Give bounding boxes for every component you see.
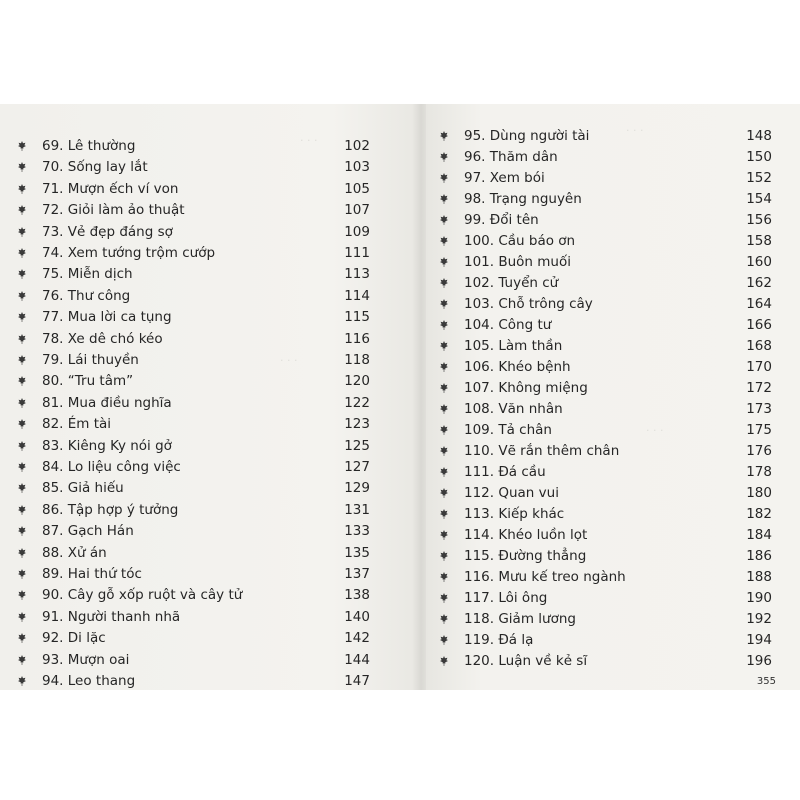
toc-entry: [18, 414, 370, 434]
toc-entry-page: 111: [344, 245, 370, 261]
maple-leaf-bullet-icon: [18, 676, 26, 686]
toc-entry-title: 80. “Tru tâm”: [42, 373, 134, 390]
maple-leaf-bullet-icon: [18, 291, 26, 301]
toc-entry: [18, 200, 370, 220]
toc-entry: [440, 651, 772, 671]
maple-leaf-bullet-icon: [18, 205, 26, 215]
toc-entry-title: 77. Mua lời ca tụng: [42, 309, 172, 326]
toc-entry-page: 138: [344, 587, 370, 604]
toc-entry-page: 129: [344, 480, 370, 497]
toc-entry-page: 120: [344, 373, 370, 390]
toc-entry-page: 123: [344, 416, 370, 433]
toc-entry-page: 152: [746, 170, 772, 186]
toc-entry-title: 110. Vẽ rắn thêm chân: [464, 443, 620, 459]
maple-leaf-bullet-icon: [440, 383, 448, 393]
toc-entry-page: 180: [746, 485, 772, 501]
toc-entry: [18, 393, 370, 413]
maple-leaf-bullet-icon: [440, 635, 448, 645]
toc-entry: [440, 483, 772, 503]
toc-entry-title: 71. Mượn ếch ví von: [42, 180, 179, 197]
toc-entry: [18, 628, 370, 648]
toc-entry-title: 92. Di lặc: [42, 630, 106, 647]
toc-entry-title: 96. Thăm dân: [464, 149, 558, 165]
toc-entry-title: 81. Mua điều nghĩa: [42, 394, 172, 411]
toc-entry-page: 173: [746, 401, 772, 417]
maple-leaf-bullet-icon: [440, 551, 448, 561]
maple-leaf-bullet-icon: [18, 633, 26, 643]
maple-leaf-bullet-icon: [18, 376, 26, 386]
toc-entry: [18, 157, 370, 177]
toc-entry-title: 104. Công tư: [464, 317, 552, 333]
toc-entry-title: 102. Tuyển cử: [464, 275, 559, 291]
maple-leaf-bullet-icon: [18, 569, 26, 579]
toc-entry-page: 109: [344, 223, 370, 240]
maple-leaf-bullet-icon: [440, 215, 448, 225]
toc-entry-title: 70. Sống lay lắt: [42, 159, 148, 176]
toc-entry-page: 182: [746, 506, 772, 522]
toc-entry: [18, 564, 370, 584]
toc-entry-page: 160: [746, 254, 772, 270]
maple-leaf-bullet-icon: [18, 441, 26, 451]
toc-entry: [440, 315, 772, 335]
maple-leaf-bullet-icon: [18, 334, 26, 344]
toc-entry-page: 114: [344, 287, 370, 304]
toc-entry-title: 89. Hai thứ tóc: [42, 566, 142, 582]
toc-entry-title: 88. Xử án: [42, 544, 107, 561]
toc-entry-title: 91. Người thanh nhã: [42, 608, 181, 625]
toc-entry-title: 103. Chỗ trông cây: [464, 296, 593, 312]
toc-entry-title: 73. Vẻ đẹp đáng sợ: [42, 223, 173, 240]
toc-entry-title: 97. Xem bói: [464, 170, 545, 186]
toc-entry: [18, 521, 370, 541]
toc-entry: [18, 350, 370, 370]
toc-entry-page: 188: [746, 569, 772, 585]
maple-leaf-bullet-icon: [18, 227, 26, 237]
toc-entry-page: 184: [746, 527, 772, 543]
toc-entry: [440, 609, 772, 629]
toc-entry-page: 175: [746, 422, 772, 438]
maple-leaf-bullet-icon: [18, 184, 26, 194]
toc-entry: [18, 243, 370, 263]
toc-entry-page: 166: [746, 317, 772, 333]
toc-entry: [18, 585, 370, 605]
toc-entry-page: 142: [344, 630, 370, 647]
toc-entry-page: 115: [344, 309, 370, 326]
toc-entry-page: 194: [746, 632, 772, 648]
maple-leaf-bullet-icon: [18, 419, 26, 429]
toc-entry-title: 115. Đường thẳng: [464, 548, 587, 564]
maple-leaf-bullet-icon: [18, 398, 26, 408]
toc-entry: [440, 588, 772, 608]
toc-entry-page: 172: [746, 380, 772, 396]
maple-leaf-bullet-icon: [440, 299, 448, 309]
toc-entry-page: 102: [344, 138, 370, 154]
toc-entry-title: 109. Tả chân: [464, 422, 552, 438]
toc-entry-title: 83. Kiêng Ky nói gở: [42, 437, 172, 454]
toc-entry-page: 135: [344, 544, 370, 561]
maple-leaf-bullet-icon: [440, 278, 448, 288]
toc-entry-title: 94. Leo thang: [42, 673, 136, 689]
toc-entry: [440, 336, 772, 356]
maple-leaf-bullet-icon: [440, 320, 448, 330]
maple-leaf-bullet-icon: [18, 462, 26, 472]
maple-leaf-bullet-icon: [440, 572, 448, 582]
toc-entry: [18, 264, 370, 284]
maple-leaf-bullet-icon: [18, 269, 26, 279]
maple-leaf-bullet-icon: [18, 355, 26, 365]
toc-entry: [440, 252, 772, 272]
toc-entry: [18, 543, 370, 563]
toc-entry: [18, 436, 370, 456]
toc-entry: [18, 607, 370, 627]
toc-entry-page: 192: [746, 611, 772, 627]
toc-entry-page: 156: [746, 212, 772, 228]
maple-leaf-bullet-icon: [440, 446, 448, 456]
toc-entry-title: 106. Khéo bệnh: [464, 359, 571, 375]
toc-entry: [440, 210, 772, 230]
maple-leaf-bullet-icon: [18, 655, 26, 665]
toc-entry: [18, 371, 370, 391]
toc-entry-title: 119. Đá lạ: [464, 632, 534, 648]
toc-entry-title: 107. Không miệng: [464, 380, 588, 396]
right-page: · · · · · · 95. Dùng người tài 148 96. Thăm dân 150 97. Xem bói 152 98. Trạng nguyên 154 99. Đổi tên 156 100. Cầu báo ơn 158 101. Buôn muối 160 102. Tuyển cử 162 103. Chỗ trông cây 164 104. Công tư 166 105. Làm thần 168 106. Khéo bệnh 170 107. Không miệng 172 108. Văn nhân 173 109. Tả chân 175 110. Vẽ rắn thêm chân 176 111. Đá cầu 178 112. Quan vui 180 113. Kiếp khác 182 114. Khéo luồn lọt 184 115. Đường thẳng 186 116. Mưu kế treo ngành 188 117. Lôi ông 190 118. Giảm lương 192 119. Đá lạ 194 120. Luận về kẻ sĩ 196 355: [426, 104, 800, 690]
maple-leaf-bullet-icon: [440, 614, 448, 624]
toc-entry-page: 125: [344, 437, 370, 454]
maple-leaf-bullet-icon: [18, 612, 26, 622]
maple-leaf-bullet-icon: [18, 248, 26, 258]
toc-entry-title: 87. Gạch Hán: [42, 523, 134, 540]
toc-entry-page: 148: [746, 128, 772, 144]
maple-leaf-bullet-icon: [18, 141, 26, 151]
toc-entry: [18, 179, 370, 199]
toc-entry: [440, 126, 772, 146]
maple-leaf-bullet-icon: [440, 173, 448, 183]
toc-entry-page: 168: [746, 338, 772, 354]
toc-entry-page: 144: [344, 651, 370, 668]
toc-entry-page: 158: [746, 233, 772, 249]
toc-entry-title: 111. Đá cầu: [464, 464, 546, 480]
toc-entry-page: 122: [344, 394, 370, 411]
toc-entry: [440, 273, 772, 293]
maple-leaf-bullet-icon: [440, 509, 448, 519]
toc-entry-title: 82. Ém tài: [42, 416, 112, 433]
toc-entry-page: 176: [746, 443, 772, 459]
toc-entry-page: 186: [746, 548, 772, 564]
maple-leaf-bullet-icon: [18, 590, 26, 600]
toc-entry: [18, 329, 370, 349]
toc-entry-page: 140: [344, 608, 370, 625]
toc-entry: [18, 136, 370, 156]
toc-entry-title: 86. Tập hợp ý tưởng: [42, 501, 179, 518]
toc-entry: [440, 399, 772, 419]
maple-leaf-bullet-icon: [440, 362, 448, 372]
toc-entry: [18, 286, 370, 306]
toc-entry: [440, 504, 772, 524]
toc-entry-title: 74. Xem tướng trộm cướp: [42, 245, 216, 261]
toc-entry-title: 120. Luận về kẻ sĩ: [464, 653, 588, 669]
toc-entry-page: 190: [746, 590, 772, 606]
toc-entry-title: 93. Mượn oai: [42, 651, 130, 668]
toc-entry-title: 95. Dùng người tài: [464, 128, 590, 144]
toc-entry: [18, 671, 370, 690]
toc-entry-title: 85. Giả hiếu: [42, 480, 124, 497]
maple-leaf-bullet-icon: [440, 404, 448, 414]
toc-entry-title: 78. Xe dê chó kéo: [42, 330, 163, 347]
maple-leaf-bullet-icon: [440, 488, 448, 498]
maple-leaf-bullet-icon: [440, 467, 448, 477]
toc-entry-page: 154: [746, 191, 772, 207]
toc-entry-page: 116: [344, 330, 370, 347]
toc-entry-page: 150: [746, 149, 772, 165]
maple-leaf-bullet-icon: [440, 593, 448, 603]
toc-entry-title: 98. Trạng nguyên: [464, 191, 582, 207]
toc-entry-title: 76. Thư công: [42, 287, 131, 304]
toc-entry-page: 133: [344, 523, 370, 540]
toc-entry-title: 112. Quan vui: [464, 485, 559, 501]
maple-leaf-bullet-icon: [18, 505, 26, 515]
toc-entry-title: 108. Văn nhân: [464, 401, 563, 417]
toc-entry-title: 117. Lôi ông: [464, 590, 548, 606]
toc-entry-page: 103: [344, 159, 370, 176]
toc-entry: [440, 567, 772, 587]
toc-entry-title: 69. Lê thường: [42, 138, 136, 154]
toc-entry-page: 127: [344, 459, 370, 475]
maple-leaf-bullet-icon: [440, 656, 448, 666]
maple-leaf-bullet-icon: [18, 483, 26, 493]
toc-entry-page: 170: [746, 359, 772, 375]
maple-leaf-bullet-icon: [440, 152, 448, 162]
maple-leaf-bullet-icon: [440, 236, 448, 246]
maple-leaf-bullet-icon: [18, 526, 26, 536]
toc-entry-page: 162: [746, 275, 772, 291]
toc-entry-title: 99. Đổi tên: [464, 212, 539, 228]
toc-entry-page: 113: [344, 266, 370, 283]
toc-entry: [440, 462, 772, 482]
toc-entry: [18, 222, 370, 242]
toc-entry-page: 107: [344, 202, 370, 219]
page-number: 355: [756, 676, 776, 687]
toc-entry-page: 131: [344, 501, 370, 518]
toc-entry: [440, 378, 772, 398]
toc-entry: [440, 630, 772, 650]
toc-entry-title: 90. Cây gỗ xốp ruột và cây tử: [42, 587, 243, 604]
toc-entry-page: 137: [344, 566, 370, 582]
left-page: · · · · · · 69. Lê thường 102 70. Sống lay lắt 103 71. Mượn ếch ví von 105 72. Giỏi làm ảo thuật 107 73. Vẻ đẹp đáng sợ 109 74. Xem tướng trộm cướp 111 75. Miễn dịch 113 76. Thư công 114 77. Mua lời ca tụng 115 78. Xe dê chó kéo 116 79. Lái thuyền 118 80. “Tru tâm” 120 81. Mua điều nghĩa 122 82. Ém tài 123 83. Kiêng Ky nói gở 125 84. Lo liệu công việc 127 85. Giả hiếu 129 86. Tập hợp ý tưởng 131 87. Gạch Hán 133 88. Xử án 135 89. Hai thứ tóc 137 90. Cây gỗ xốp ruột và cây tử 138 91. Người thanh nhã 140 92. Di lặc 142 93. Mượn oai 144 94. Leo thang 147: [0, 104, 416, 690]
toc-entry-title: 79. Lái thuyền: [42, 352, 139, 368]
toc-entry-page: 105: [344, 180, 370, 197]
toc-entry: [440, 357, 772, 377]
toc-entry: [18, 478, 370, 498]
toc-entry-title: 75. Miễn dịch: [42, 266, 133, 283]
maple-leaf-bullet-icon: [440, 530, 448, 540]
toc-entry: [18, 650, 370, 670]
toc-entry: [440, 546, 772, 566]
toc-entry: [440, 420, 772, 440]
maple-leaf-bullet-icon: [18, 312, 26, 322]
toc-entry-title: 84. Lo liệu công việc: [42, 459, 181, 475]
toc-entry-page: 196: [746, 653, 772, 669]
toc-entry-page: 178: [746, 464, 772, 480]
toc-entry: [440, 441, 772, 461]
maple-leaf-bullet-icon: [440, 194, 448, 204]
toc-entry-title: 113. Kiếp khác: [464, 506, 565, 522]
maple-leaf-bullet-icon: [18, 548, 26, 558]
toc-entry-title: 116. Mưu kế treo ngành: [464, 569, 626, 585]
maple-leaf-bullet-icon: [440, 341, 448, 351]
toc-entry: [440, 294, 772, 314]
toc-entry: [440, 231, 772, 251]
toc-entry: [440, 147, 772, 167]
toc-entry-page: 147: [344, 673, 370, 689]
toc-entry-title: 72. Giỏi làm ảo thuật: [42, 202, 185, 219]
toc-entry: [440, 525, 772, 545]
maple-leaf-bullet-icon: [440, 131, 448, 141]
toc-entry: [440, 168, 772, 188]
toc-entry: [18, 500, 370, 520]
maple-leaf-bullet-icon: [440, 257, 448, 267]
toc-entry: [18, 457, 370, 477]
maple-leaf-bullet-icon: [440, 425, 448, 435]
toc-entry-page: 118: [344, 352, 370, 368]
toc-entry-title: 101. Buôn muối: [464, 254, 571, 270]
toc-entry-title: 114. Khéo luồn lọt: [464, 527, 588, 543]
toc-entry: [18, 307, 370, 327]
toc-entry-title: 105. Làm thần: [464, 338, 563, 354]
toc-entry-title: 100. Cầu báo ơn: [464, 233, 576, 249]
toc-entry: [440, 189, 772, 209]
maple-leaf-bullet-icon: [18, 162, 26, 172]
toc-entry-title: 118. Giảm lương: [464, 611, 576, 627]
toc-entry-page: 164: [746, 296, 772, 312]
